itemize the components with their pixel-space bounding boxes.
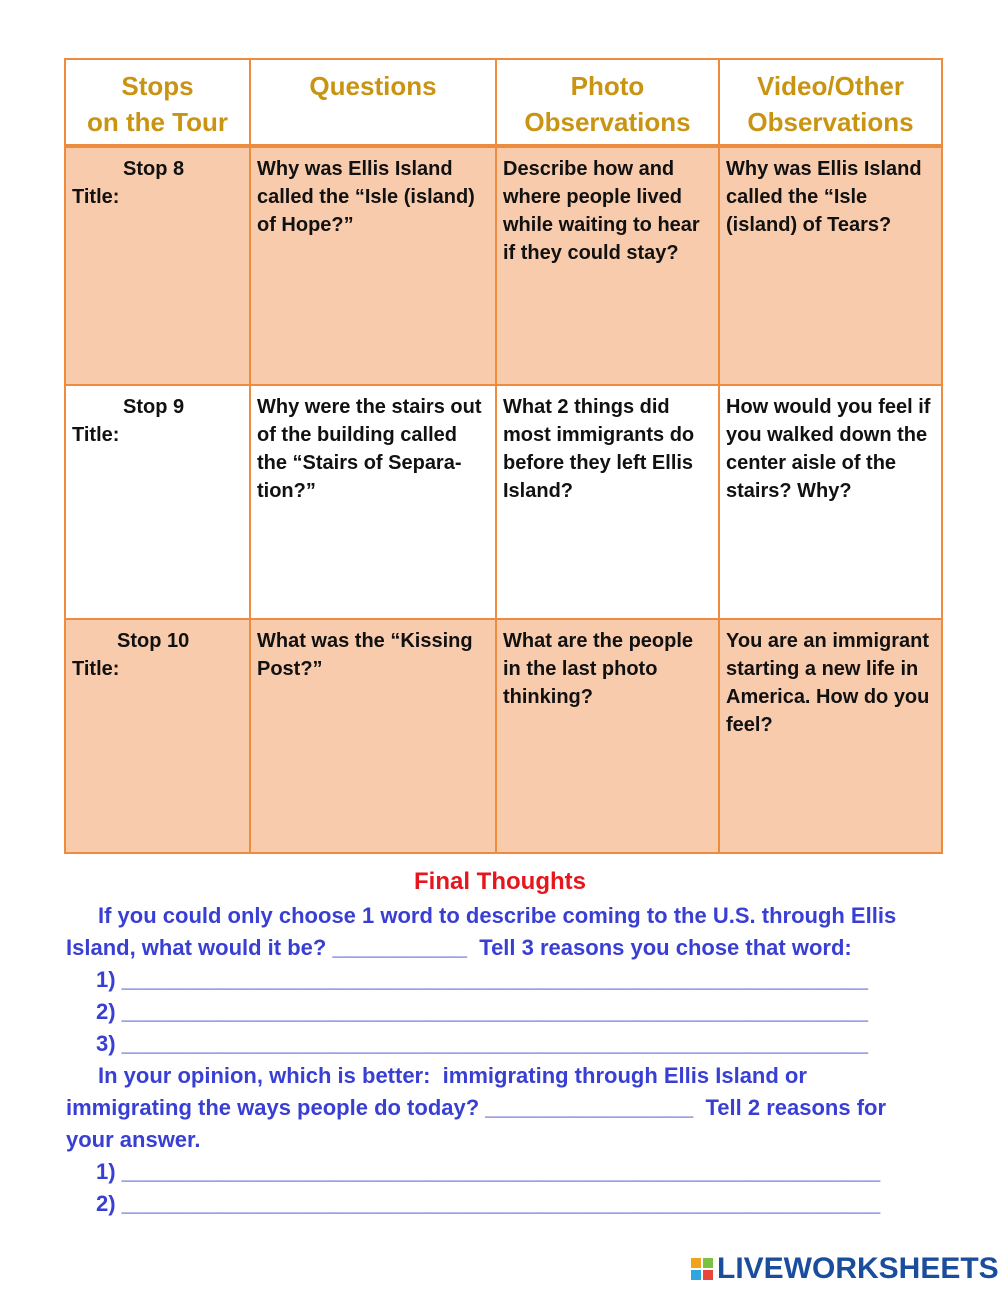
answer-line[interactable]: 3) _____________________________________________________________ bbox=[96, 1031, 869, 1056]
video-cell[interactable]: How would you feel if you walked down the center aisle of the stairs? Why? bbox=[719, 385, 942, 619]
header-video-line2: Observations bbox=[747, 107, 914, 137]
photo-cell[interactable]: What are the people in the last photo thinking? bbox=[496, 619, 719, 853]
photo-cell[interactable]: What 2 things did most immigrants do before they left Ellis Island? bbox=[496, 385, 719, 619]
logo-mark-icon bbox=[691, 1258, 713, 1280]
table-row bbox=[65, 146, 942, 385]
header-photo-line1: Photo bbox=[570, 71, 645, 101]
stop-cell[interactable] bbox=[65, 146, 250, 385]
tour-table bbox=[64, 58, 943, 854]
final-thoughts-body bbox=[66, 900, 936, 1220]
title-label: Title: bbox=[72, 424, 120, 446]
question-paragraph-2: In your opinion, which is better: immigrating through Ellis Island or immigrating the ways people do today? _________________ Tell 2 reasons for your answer. bbox=[66, 1063, 893, 1152]
table-header-row bbox=[65, 59, 942, 146]
table-row bbox=[65, 385, 942, 619]
liveworksheets-logo bbox=[691, 1254, 999, 1284]
video-cell[interactable]: You are an immigrant starting a new life in America. How do you feel? bbox=[719, 619, 942, 853]
stop-cell[interactable] bbox=[65, 619, 250, 853]
question-cell[interactable]: Why was Ellis Island called the “Isle (island) of Hope?” bbox=[250, 146, 496, 385]
stop-label: Stop 9 bbox=[123, 396, 185, 418]
header-video-line1: Video/Other bbox=[757, 71, 904, 101]
question-cell[interactable]: Why were the stairs out of the building called the “Stairs of Separa-tion?” bbox=[250, 385, 496, 619]
header-stops bbox=[65, 59, 250, 146]
title-label: Title: bbox=[72, 186, 120, 208]
header-video bbox=[719, 59, 942, 146]
header-photo-line2: Observations bbox=[524, 107, 691, 137]
header-questions bbox=[250, 59, 496, 146]
answer-line[interactable]: 2) _____________________________________________________________ bbox=[96, 999, 869, 1024]
final-thoughts-title: Final Thoughts bbox=[414, 868, 586, 895]
stop-label: Stop 10 bbox=[117, 630, 190, 652]
answer-line[interactable]: 1) _____________________________________________________________ bbox=[96, 967, 869, 992]
table-row bbox=[65, 619, 942, 853]
video-cell[interactable]: Why was Ellis Island called the “Isle (island) of Tears? bbox=[719, 146, 942, 385]
header-questions-line1: Questions bbox=[309, 71, 437, 101]
header-stops-line2: on the Tour bbox=[86, 107, 229, 137]
stop-label: Stop 8 bbox=[123, 158, 185, 180]
header-stops-line1: Stops bbox=[121, 71, 194, 101]
header-photo bbox=[496, 59, 719, 146]
stop-cell[interactable] bbox=[65, 385, 250, 619]
title-label: Title: bbox=[72, 658, 120, 680]
logo-text: LIVEWORKSHEETS bbox=[717, 1252, 999, 1285]
answer-line[interactable]: 1) ______________________________________________________________ bbox=[96, 1159, 881, 1184]
question-cell[interactable]: What was the “Kissing Post?” bbox=[250, 619, 496, 853]
question-paragraph-1: If you could only choose 1 word to describe coming to the U.S. through Ellis Island, what would it be? ___________ Tell 3 reasons you chose that word: bbox=[66, 903, 903, 960]
photo-cell[interactable]: Describe how and where people lived while waiting to hear if they could stay? bbox=[496, 146, 719, 385]
answer-line[interactable]: 2) ______________________________________________________________ bbox=[96, 1191, 881, 1216]
